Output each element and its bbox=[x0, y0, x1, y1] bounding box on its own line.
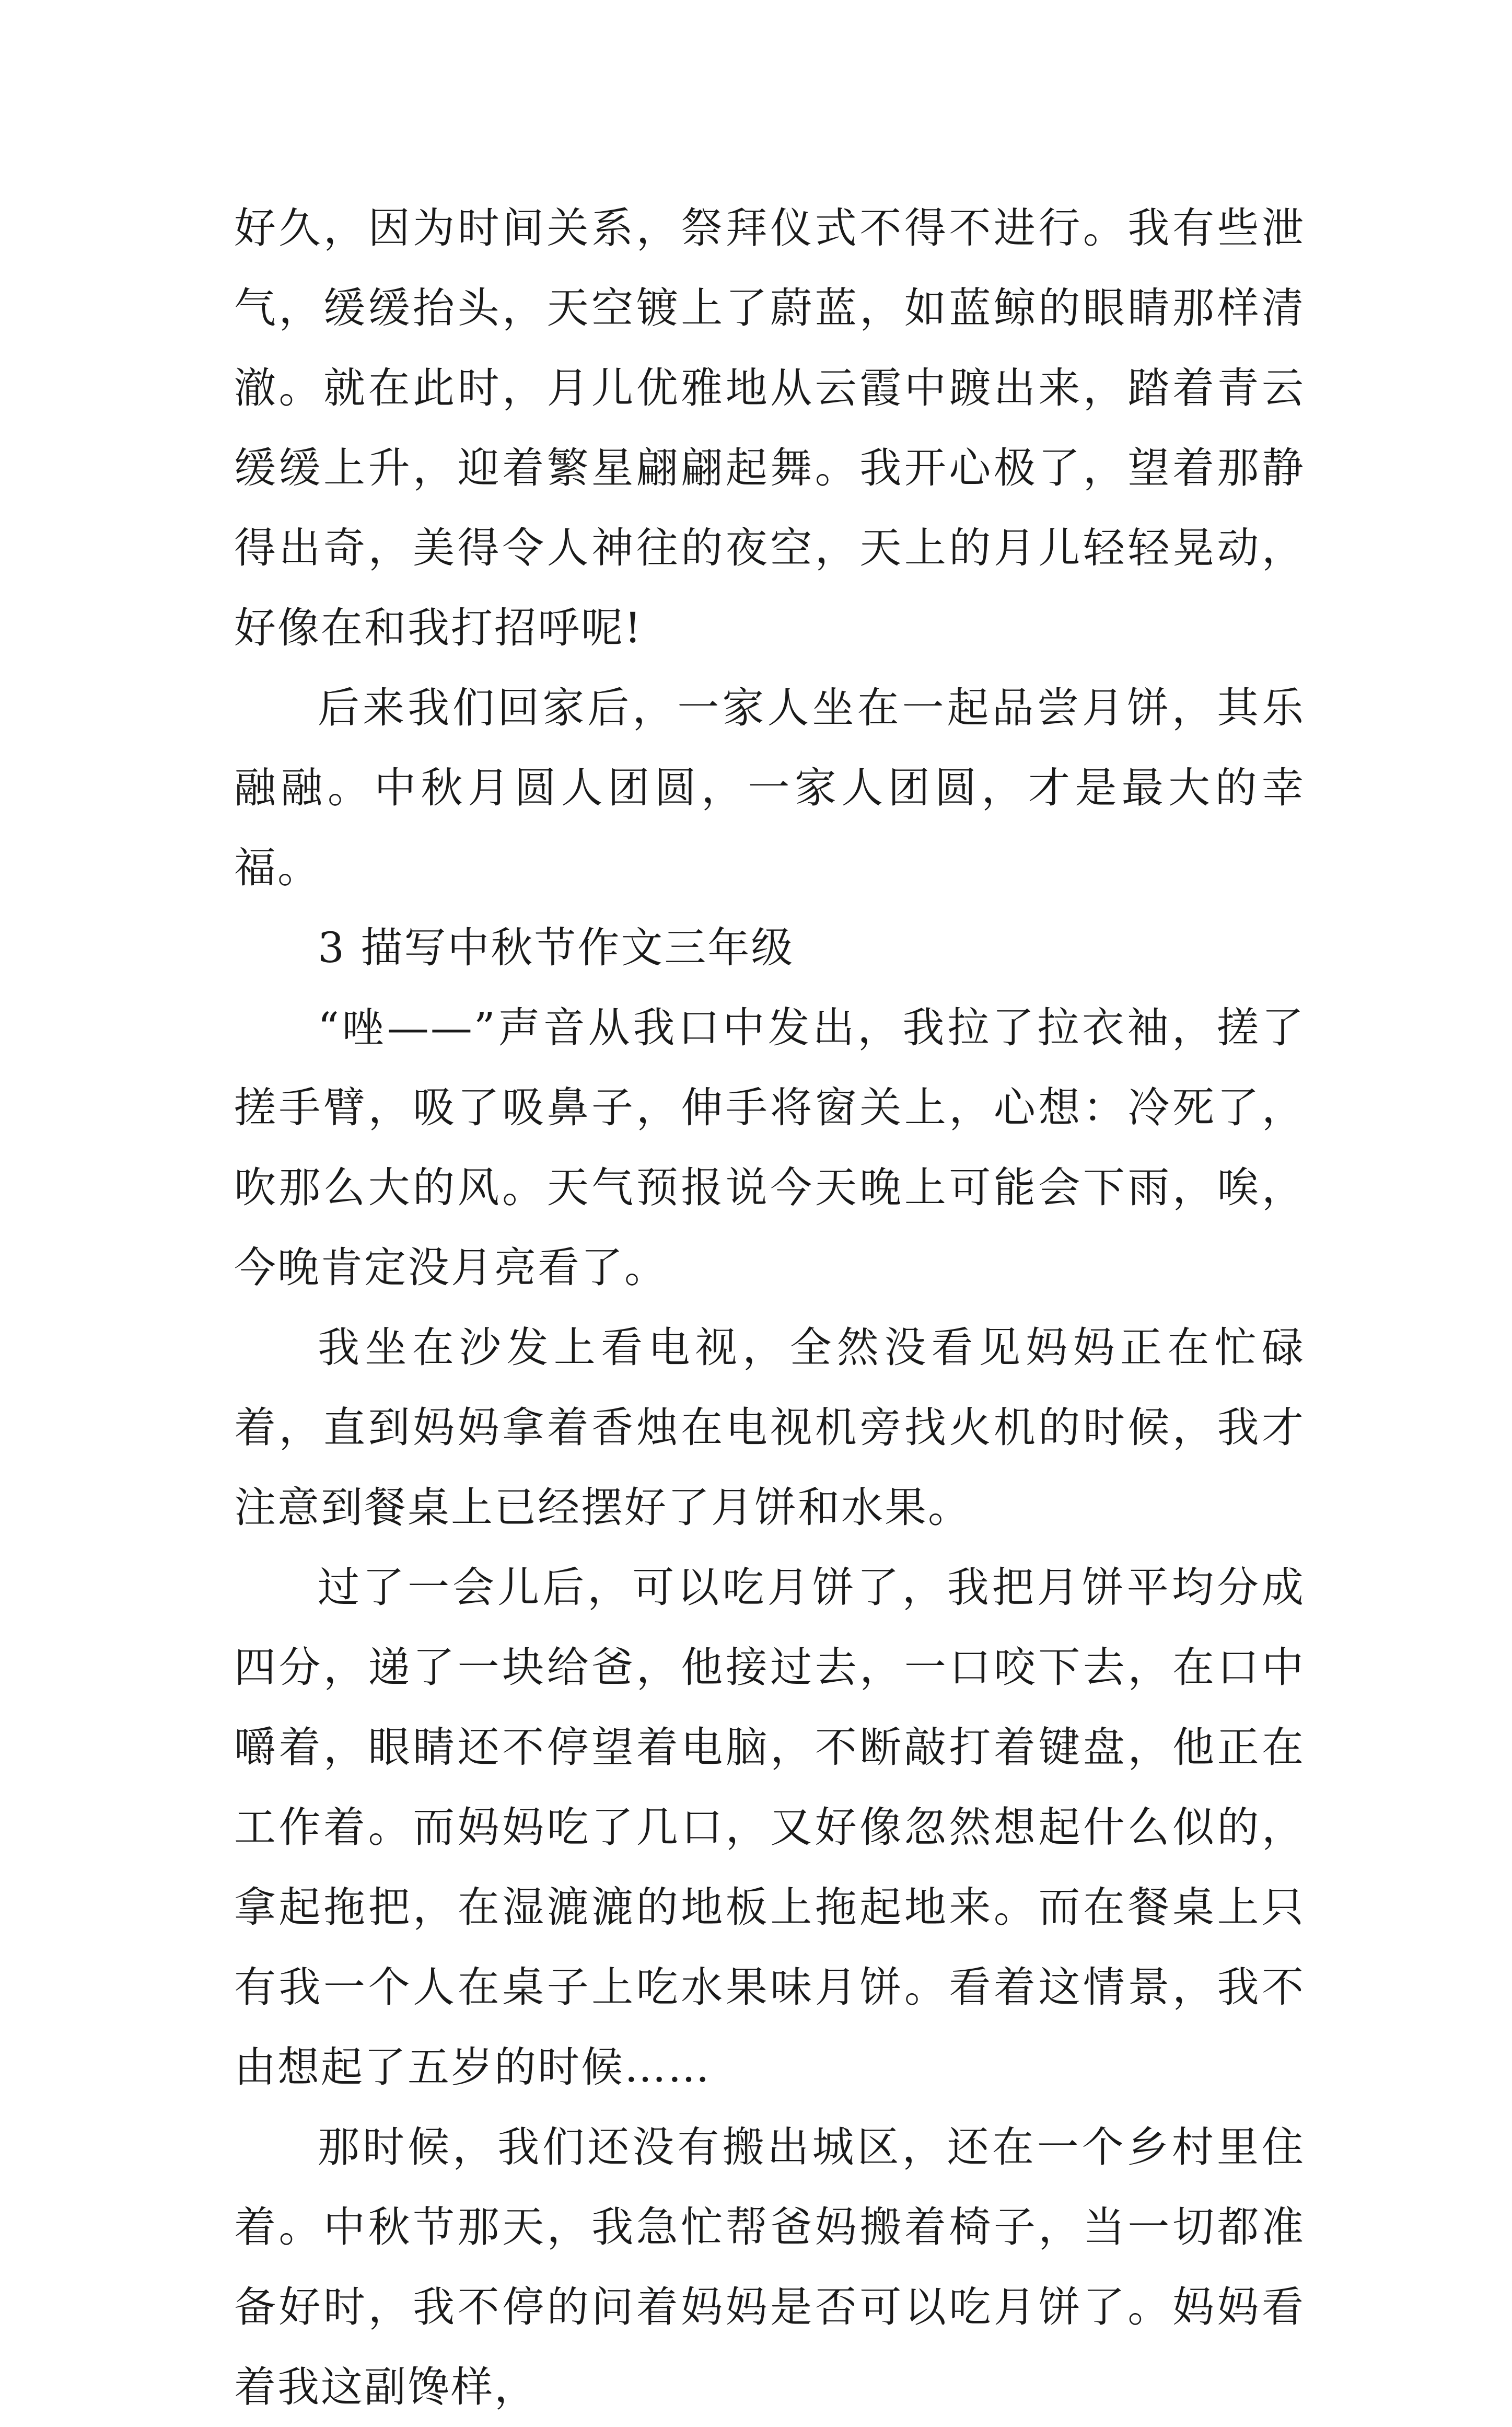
paragraph: “唑——”声音从我口中发出，我拉了拉衣袖，搓了搓手臂，吸了吸鼻子，伸手将窗关上，心想：冷死了，吹那么大的风。天气预报说今天晚上可能会下雨，唉，今晚肯定没月亮看了。 bbox=[234, 1003, 1305, 1292]
section-heading: 3 描写中秋节作文三年级 bbox=[318, 923, 795, 972]
paragraph: 那时候，我们还没有搬出城区，还在一个乡村里住着。中秋节那天，我急忙帮爸妈搬着椅子，当一切都准备好时，我不停的问着妈妈是否可以吃月饼了。妈妈看着我这副馋样， bbox=[234, 2123, 1305, 2411]
paragraph: 我坐在沙发上看电视，全然没看见妈妈正在忙碌着，直到妈妈拿着香烛在电视机旁找火机的时候，我才注意到餐桌上已经摆好了月饼和水果。 bbox=[234, 1323, 1305, 1532]
document-body bbox=[234, 188, 1305, 2427]
paragraph: 后来我们回家后，一家人坐在一起品尝月饼，其乐融融。中秋月圆人团圆，一家人团圆，才是最大的幸福。 bbox=[234, 684, 1305, 892]
paragraph-continued: 好久，因为时间关系，祭拜仪式不得不进行。我有些泄气，缓缓抬头，天空镀上了蔚蓝，如蓝鲸的眼睛那样清澈。就在此时，月儿优雅地从云霞中踱出来，踏着青云缓缓上升，迎着繁星翩翩起舞。我开心极了，望着那静得出奇，美得令人神往的夜空，天上的月儿轻轻晃动，好像在和我打招呼呢! bbox=[234, 204, 1305, 652]
paragraph: 过了一会儿后，可以吃月饼了，我把月饼平均分成四分，递了一块给爸，他接过去，一口咬下去，在口中嚼着，眼睛还不停望着电脑，不断敲打着键盘，他正在工作着。而妈妈吃了几口，又好像忽然想起什么似的，拿起拖把，在湿漉漉的地板上拖起地来。而在餐桌上只有我一个人在桌子上吃水果味月饼。看着这情景，我不由想起了五岁的时候…… bbox=[234, 1563, 1305, 2091]
